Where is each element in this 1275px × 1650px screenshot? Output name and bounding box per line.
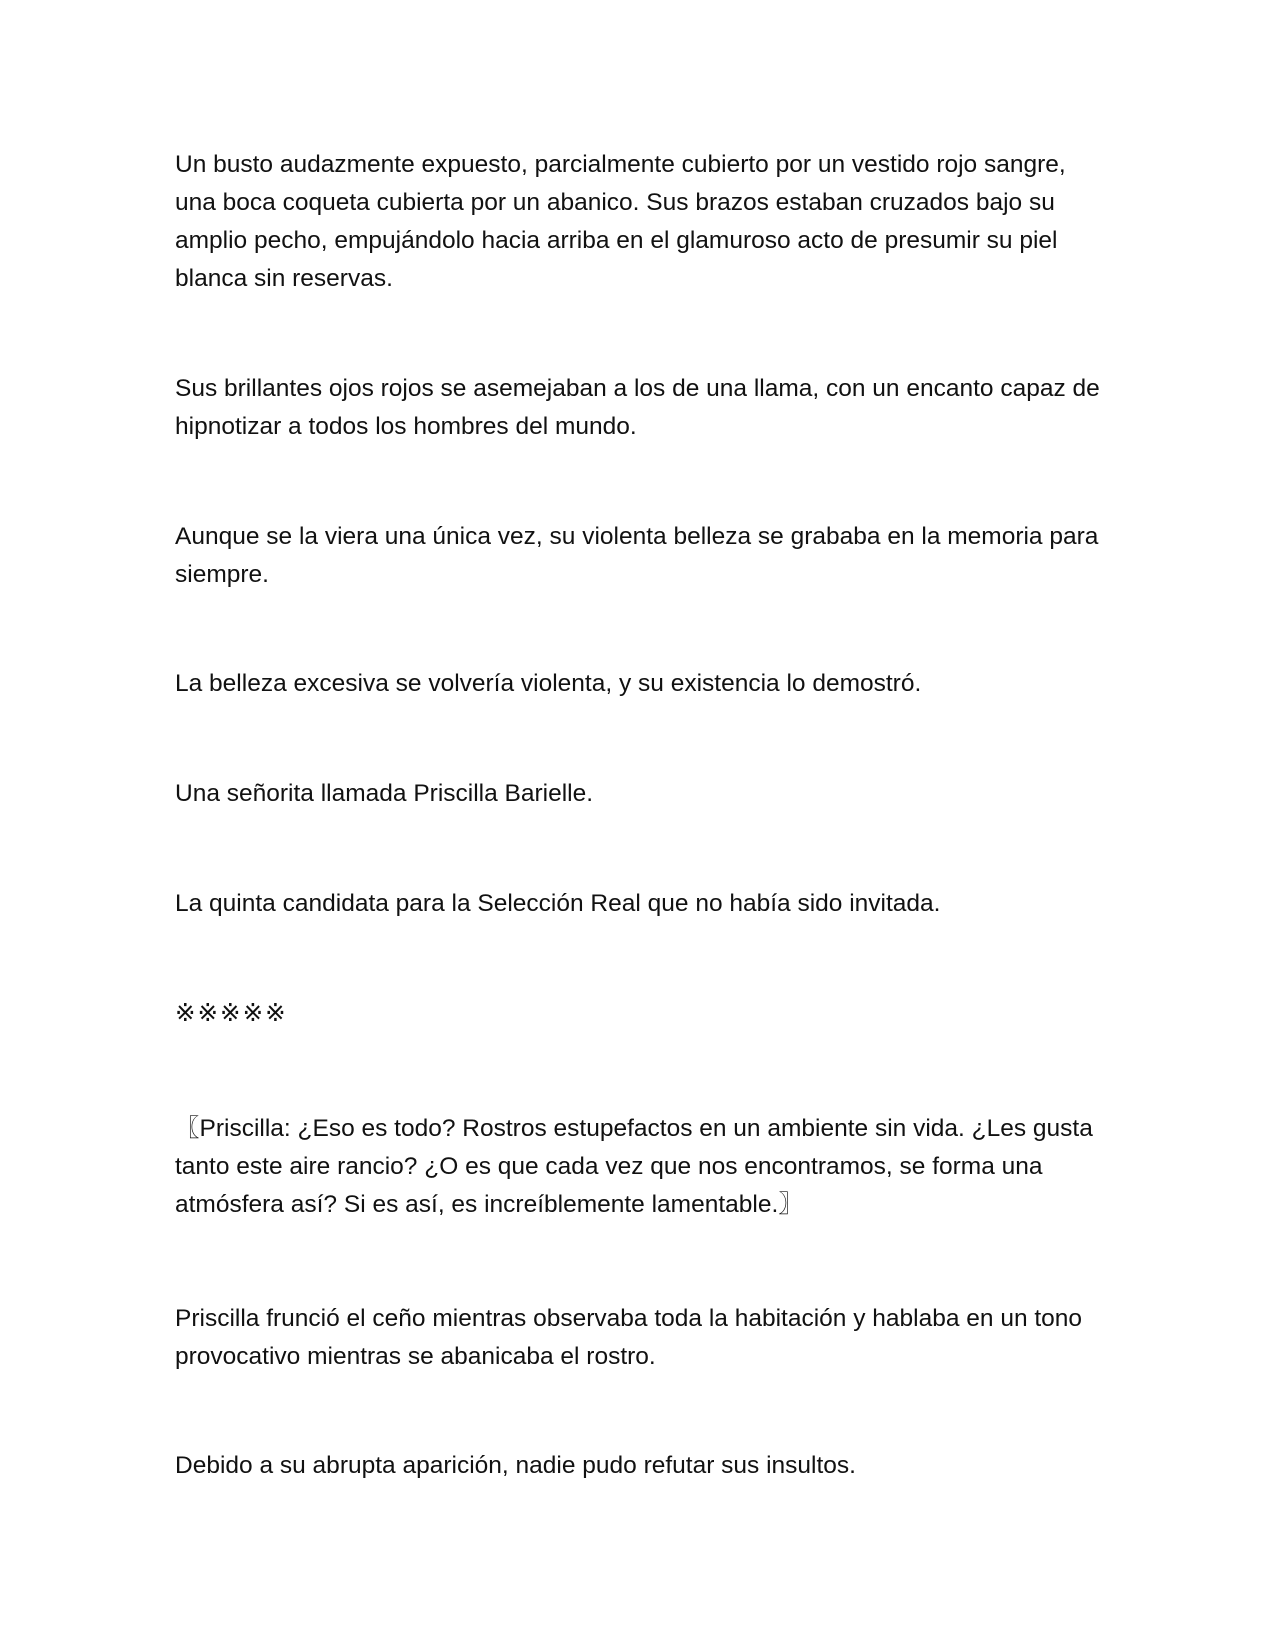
scene-break-divider: ※※※※※	[175, 1000, 288, 1027]
paragraph-fifth-candidate: La quinta candidata para la Selección Real que no había sido invitada.	[175, 890, 941, 917]
paragraph-priscilla-frown: Priscilla frunció el ceño mientras observaba toda la habitación y hablaba en un tono provocativo mientras se abanicaba el rostro.	[175, 1305, 1083, 1370]
paragraph-excessive-beauty: La belleza excesiva se volvería violenta, y su existencia lo demostró.	[175, 670, 922, 697]
paragraph-priscilla-name: Una señorita llamada Priscilla Barielle.	[175, 780, 594, 807]
paragraph-no-one-refuted: Debido a su abrupta aparición, nadie pudo refutar sus insultos.	[175, 1452, 856, 1479]
paragraph-priscilla-dialogue: 〖Priscilla: ¿Eso es todo? Rostros estupefactos en un ambiente sin vida. ¿Les gusta tanto este aire rancio? ¿O es que cada vez que nos encontramos, se forma una atmósfera así? Si es así, es increíblemente lamentable.〗	[175, 1115, 1093, 1218]
paragraph-red-eyes: Sus brillantes ojos rojos se asemejaban a los de una llama, con un encanto capaz de hipnotizar a todos los hombres del mundo.	[175, 375, 1100, 440]
paragraph-violent-beauty: Aunque se la viera una única vez, su violenta belleza se grababa en la memoria para siempre.	[175, 523, 1099, 588]
paragraph-bust-description: Un busto audazmente expuesto, parcialmente cubierto por un vestido rojo sangre, una boca coqueta cubierta por un abanico. Sus brazos estaban cruzados bajo su amplio pecho, empujándolo hacia arriba en el glamuroso acto de presumir su piel blanca sin reservas.	[175, 151, 1066, 292]
